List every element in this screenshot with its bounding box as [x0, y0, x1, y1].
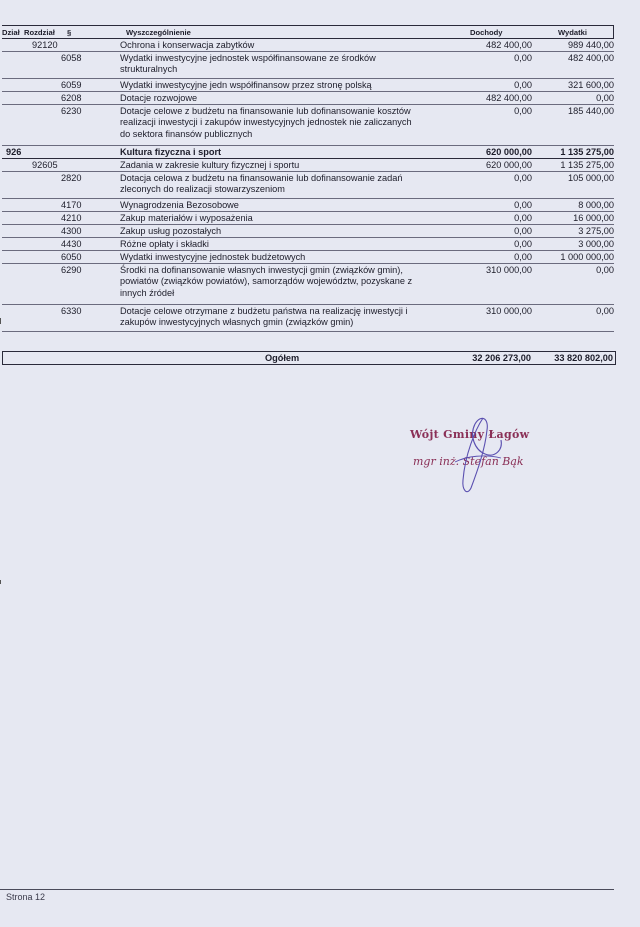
header-rozdzial: Rozdział	[24, 28, 55, 37]
cell-dochody: 0,00	[514, 80, 532, 90]
cell-dochody: 0,00	[514, 53, 532, 63]
signature-name: mgr inż. Stefan Bąk	[413, 455, 524, 468]
cell-wydatki: 482 400,00	[568, 53, 614, 63]
cell-wydatki: 321 600,00	[568, 80, 614, 90]
total-dochody: 32 206 273,00	[472, 353, 531, 363]
cell-wydatki: 1 135 275,00	[560, 147, 614, 157]
total-wydatki: 33 820 802,00	[554, 353, 613, 363]
table-row	[2, 159, 614, 172]
header-wydatki: Wydatki	[558, 28, 587, 37]
section-row	[2, 146, 614, 159]
cell-dochody: 0,00	[514, 252, 532, 262]
cell-opis: Dotacje rozwojowe	[120, 93, 198, 103]
cell-paragraf: 6290	[61, 265, 82, 275]
margin-mark	[0, 318, 1, 324]
cell-dzial: 926	[6, 147, 22, 157]
cell-opis: Kultura fizyczna i sport	[120, 147, 222, 157]
cell-wydatki: 0,00	[596, 93, 614, 103]
cell-opis: Zakup usług pozostałych	[120, 226, 222, 236]
cell-dochody: 482 400,00	[486, 40, 532, 50]
signature-stamp	[405, 410, 555, 500]
cell-dochody: 310 000,00	[486, 265, 532, 275]
cell-paragraf: 4210	[61, 213, 82, 223]
table-row	[2, 251, 614, 264]
cell-wydatki: 0,00	[596, 306, 614, 316]
cell-paragraf: 6330	[61, 306, 82, 316]
cell-dochody: 482 400,00	[486, 93, 532, 103]
table-row	[2, 264, 614, 305]
cell-paragraf: 4300	[61, 226, 82, 236]
cell-dochody: 0,00	[514, 239, 532, 249]
cell-opis: Zakup materiałów i wyposażenia	[120, 213, 253, 223]
cell-paragraf: 6059	[61, 80, 82, 90]
cell-dochody: 0,00	[514, 226, 532, 236]
cell-opis: Ochrona i konserwacja zabytków	[120, 40, 255, 50]
handwritten-signature	[405, 410, 555, 500]
cell-dochody: 0,00	[514, 173, 532, 183]
table-row	[2, 225, 614, 238]
cell-rozdzial: 92605	[32, 160, 58, 170]
footer-rule	[0, 889, 614, 890]
cell-paragraf: 4430	[61, 239, 82, 249]
cell-wydatki: 16 000,00	[573, 213, 614, 223]
cell-opis: Dotacja celowa z budżetu na finansowanie lub dofinansowanie zadań zleconych do realizacji stowarzyszeniom	[120, 173, 403, 195]
cell-wydatki: 989 440,00	[568, 40, 614, 50]
cell-paragraf: 6050	[61, 252, 82, 262]
table-row	[2, 79, 614, 92]
cell-wydatki: 1 000 000,00	[560, 252, 614, 262]
cell-paragraf: 2820	[61, 173, 82, 183]
header-dzial: Dział	[2, 28, 20, 37]
cell-dochody: 310 000,00	[486, 306, 532, 316]
cell-wydatki: 3 000,00	[578, 239, 614, 249]
signature-title: Wójt Gminy Łagów	[410, 428, 530, 441]
cell-opis: Wydatki inwestycyjne jedn współfinansow przez stronę polską	[120, 80, 372, 90]
total-label: Ogółem	[265, 353, 300, 363]
table-row	[2, 39, 614, 52]
table-header	[2, 25, 614, 39]
header-opis: Wyszczególnienie	[126, 28, 191, 37]
table-row	[2, 92, 614, 105]
cell-opis: Różne opłaty i składki	[120, 239, 209, 249]
total-row	[2, 351, 616, 365]
cell-wydatki: 0,00	[596, 265, 614, 275]
table-row	[2, 238, 614, 251]
table-row	[2, 52, 614, 79]
table-body	[2, 39, 614, 332]
table-row	[2, 305, 614, 332]
cell-dochody: 0,00	[514, 106, 532, 116]
cell-opis: Wynagrodzenia Bezosobowe	[120, 200, 239, 210]
cell-paragraf: 6208	[61, 93, 82, 103]
cell-dochody: 620 000,00	[486, 147, 532, 157]
cell-wydatki: 3 275,00	[578, 226, 614, 236]
cell-wydatki: 8 000,00	[578, 200, 614, 210]
cell-opis: Wydatki inwestycyjne jednostek współfinansowane ze środków strukturalnych	[120, 53, 376, 75]
margin-mark	[0, 580, 1, 584]
table-row	[2, 199, 614, 212]
cell-opis: Dotacje celowe z budżetu na finansowanie lub dofinansowanie kosztów realizacji inwestycji i zakupów inwestycyjnych jednostek nie zaliczanych do sektora finansów publicznych	[120, 106, 412, 139]
cell-opis: Zadania w zakresie kultury fizycznej i sportu	[120, 160, 300, 170]
cell-opis: Środki na dofinansowanie własnych inwestycji gmin (związków gmin), powiatów (związków powiatów), samorządów województw, pozyskane z innych źródeł	[120, 265, 413, 298]
table-row	[2, 105, 614, 146]
table-row	[2, 212, 614, 225]
cell-wydatki: 105 000,00	[568, 173, 614, 183]
cell-dochody: 0,00	[514, 213, 532, 223]
cell-paragraf: 6058	[61, 53, 82, 63]
cell-wydatki: 1 135 275,00	[560, 160, 614, 170]
header-paragraf: §	[67, 28, 72, 37]
cell-dochody: 620 000,00	[486, 160, 532, 170]
page-number: Strona 12	[6, 892, 46, 902]
cell-paragraf: 6230	[61, 106, 82, 116]
cell-wydatki: 185 440,00	[568, 106, 614, 116]
cell-opis: Dotacje celowe otrzymane z budżetu państwa na realizację inwestycji i zakupów inwestycyjnych własnych gmin (związków gmin)	[120, 306, 408, 328]
cell-opis: Wydatki inwestycyjne jednostek budżetowych	[120, 252, 306, 262]
cell-dochody: 0,00	[514, 200, 532, 210]
budget-table	[2, 25, 614, 332]
table-row	[2, 172, 614, 199]
header-dochody: Dochody	[470, 28, 503, 37]
cell-paragraf: 4170	[61, 200, 82, 210]
cell-rozdzial: 92120	[32, 40, 58, 50]
